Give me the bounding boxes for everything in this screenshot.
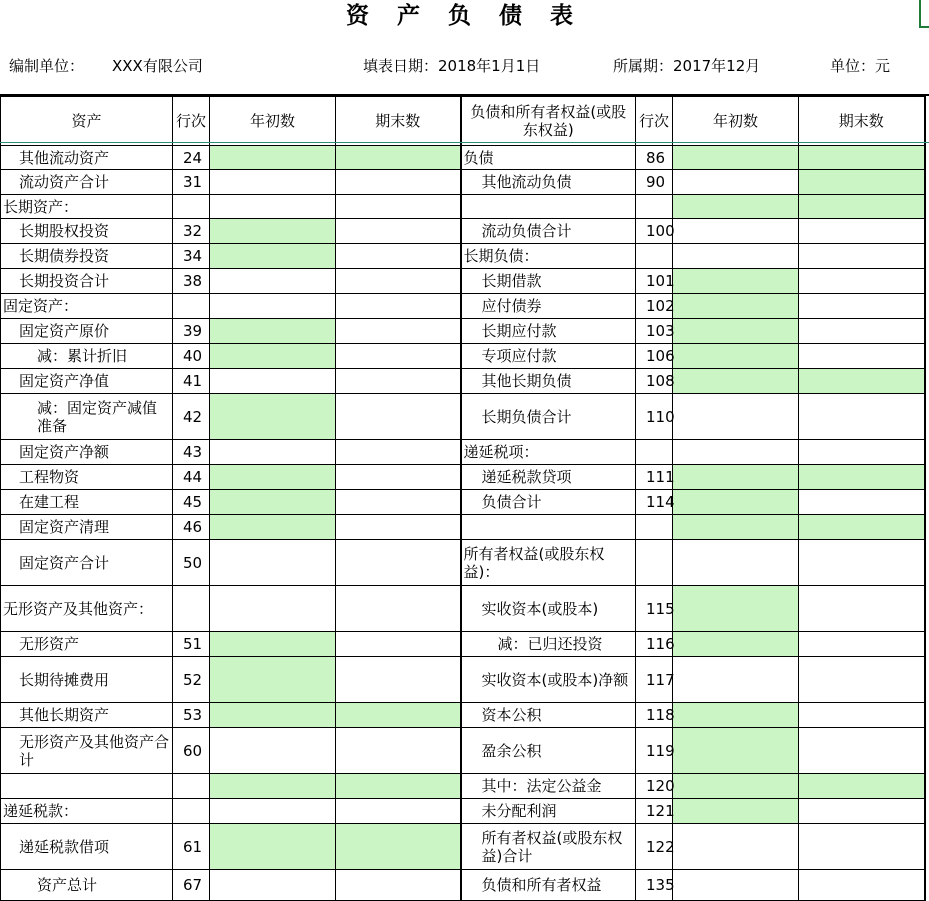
asset-row-no-cell[interactable]: 45 bbox=[173, 490, 210, 515]
asset-row-no-cell[interactable] bbox=[173, 586, 210, 632]
liability-begin-cell[interactable] bbox=[673, 657, 799, 703]
header-end: 期末数 bbox=[336, 97, 461, 146]
asset-row-no-cell[interactable]: 67 bbox=[173, 870, 210, 901]
asset-name-cell[interactable]: 固定资产净额 bbox=[1, 440, 173, 465]
asset-name-cell[interactable]: 减：固定资产减值准备 bbox=[1, 394, 173, 440]
liability-end-cell[interactable] bbox=[799, 394, 925, 440]
asset-name-cell[interactable]: 无形资产及其他资产合计 bbox=[1, 728, 173, 774]
asset-begin-cell[interactable] bbox=[210, 440, 336, 465]
sheet-title: 资 产 负 债 表 bbox=[345, 3, 584, 29]
header-assets: 资产 bbox=[1, 97, 173, 146]
asset-end-cell[interactable] bbox=[336, 774, 461, 799]
asset-name-cell[interactable]: 减：累计折旧 bbox=[1, 344, 173, 369]
asset-end-cell[interactable] bbox=[336, 728, 461, 774]
table-row bbox=[1, 244, 925, 269]
liability-end-cell[interactable] bbox=[799, 490, 925, 515]
header-liabilities: 负债和所有者权益(或股东权益) bbox=[461, 97, 636, 146]
table-row bbox=[1, 515, 925, 540]
liability-row-no-cell[interactable]: 135 bbox=[636, 870, 673, 901]
liability-end-cell[interactable] bbox=[799, 515, 925, 540]
liability-name-cell[interactable]: 负债和所有者权益 bbox=[461, 870, 636, 901]
balance-sheet-table bbox=[0, 94, 929, 894]
liability-end-cell[interactable] bbox=[799, 799, 925, 824]
liability-end-cell[interactable] bbox=[799, 465, 925, 490]
liability-name-cell[interactable]: 实收资本(或股本) bbox=[461, 586, 636, 632]
liability-row-no-cell[interactable] bbox=[636, 195, 673, 219]
asset-begin-cell[interactable] bbox=[210, 170, 336, 195]
liability-begin-cell[interactable] bbox=[673, 319, 799, 344]
table-row bbox=[1, 824, 925, 870]
liability-end-cell[interactable] bbox=[799, 170, 925, 195]
table-row bbox=[1, 490, 925, 515]
asset-name-cell[interactable]: 其他流动资产 bbox=[1, 146, 173, 170]
liability-end-cell[interactable] bbox=[799, 195, 925, 219]
liability-row-no-cell[interactable]: 106 bbox=[636, 344, 673, 369]
asset-row-no-cell[interactable]: 32 bbox=[173, 219, 210, 244]
liability-name-cell[interactable]: 其他长期负债 bbox=[461, 369, 636, 394]
unit-label: 编制单位： bbox=[9, 57, 85, 75]
liability-end-cell[interactable] bbox=[799, 632, 925, 657]
liability-name-cell[interactable]: 应付债券 bbox=[461, 294, 636, 319]
table-row bbox=[1, 465, 925, 490]
liability-begin-cell[interactable] bbox=[673, 824, 799, 870]
header-begin-2: 年初数 bbox=[673, 97, 799, 146]
liability-end-cell[interactable] bbox=[799, 344, 925, 369]
liability-end-cell[interactable] bbox=[799, 586, 925, 632]
asset-begin-cell[interactable] bbox=[210, 394, 336, 440]
liability-begin-cell[interactable] bbox=[673, 146, 799, 170]
asset-row-no-cell[interactable]: 43 bbox=[173, 440, 210, 465]
asset-name-cell[interactable]: 递延税款： bbox=[1, 799, 173, 824]
asset-begin-cell[interactable] bbox=[210, 269, 336, 294]
liability-end-cell[interactable] bbox=[799, 244, 925, 269]
liability-begin-cell[interactable] bbox=[673, 799, 799, 824]
liability-name-cell[interactable]: 所有者权益(或股东权益)合计 bbox=[461, 824, 636, 870]
asset-end-cell[interactable] bbox=[336, 465, 461, 490]
asset-row-no-cell[interactable]: 42 bbox=[173, 394, 210, 440]
asset-name-cell[interactable] bbox=[1, 774, 173, 799]
table-row bbox=[1, 294, 925, 319]
asset-name-cell[interactable]: 资产总计 bbox=[1, 870, 173, 901]
liability-name-cell[interactable]: 长期应付款 bbox=[461, 319, 636, 344]
liability-row-no-cell[interactable]: 111 bbox=[636, 465, 673, 490]
table-row bbox=[1, 319, 925, 344]
asset-name-cell[interactable]: 固定资产： bbox=[1, 294, 173, 319]
table-row bbox=[1, 540, 925, 586]
liability-row-no-cell[interactable] bbox=[636, 540, 673, 586]
asset-row-no-cell[interactable]: 50 bbox=[173, 540, 210, 586]
asset-begin-cell[interactable] bbox=[210, 657, 336, 703]
asset-name-cell[interactable]: 无形资产及其他资产： bbox=[1, 586, 173, 632]
table-row bbox=[1, 219, 925, 244]
asset-begin-cell[interactable] bbox=[210, 294, 336, 319]
asset-row-no-cell[interactable]: 53 bbox=[173, 703, 210, 728]
asset-name-cell[interactable]: 固定资产净值 bbox=[1, 369, 173, 394]
liability-row-no-cell[interactable]: 114 bbox=[636, 490, 673, 515]
asset-begin-cell[interactable] bbox=[210, 490, 336, 515]
table-header-row bbox=[1, 97, 925, 146]
liability-row-no-cell[interactable] bbox=[636, 244, 673, 269]
asset-begin-cell[interactable] bbox=[210, 632, 336, 657]
period: 所属期：2017年12月 bbox=[613, 57, 761, 75]
asset-name-cell[interactable]: 固定资产清理 bbox=[1, 515, 173, 540]
liability-row-no-cell[interactable]: 119 bbox=[636, 728, 673, 774]
liability-name-cell[interactable]: 长期负债合计 bbox=[461, 394, 636, 440]
liability-begin-cell[interactable] bbox=[673, 369, 799, 394]
liability-row-no-cell[interactable]: 116 bbox=[636, 632, 673, 657]
liability-begin-cell[interactable] bbox=[673, 465, 799, 490]
liability-name-cell[interactable]: 盈余公积 bbox=[461, 728, 636, 774]
asset-begin-cell[interactable] bbox=[210, 540, 336, 586]
asset-row-no-cell[interactable]: 31 bbox=[173, 170, 210, 195]
asset-row-no-cell[interactable]: 61 bbox=[173, 824, 210, 870]
table-row bbox=[1, 170, 925, 195]
liability-row-no-cell[interactable]: 86 bbox=[636, 146, 673, 170]
asset-name-cell[interactable]: 固定资产原价 bbox=[1, 319, 173, 344]
asset-end-cell[interactable] bbox=[336, 219, 461, 244]
asset-name-cell[interactable]: 长期投资合计 bbox=[1, 269, 173, 294]
table-row bbox=[1, 657, 925, 703]
asset-name-cell[interactable]: 其他长期资产 bbox=[1, 703, 173, 728]
asset-row-no-cell[interactable]: 51 bbox=[173, 632, 210, 657]
asset-row-no-cell[interactable]: 60 bbox=[173, 728, 210, 774]
liability-begin-cell[interactable] bbox=[673, 586, 799, 632]
liability-name-cell[interactable]: 其中：法定公益金 bbox=[461, 774, 636, 799]
asset-row-no-cell[interactable]: 38 bbox=[173, 269, 210, 294]
asset-row-no-cell[interactable] bbox=[173, 195, 210, 219]
asset-end-cell[interactable] bbox=[336, 244, 461, 269]
liability-row-no-cell[interactable]: 110 bbox=[636, 394, 673, 440]
asset-end-cell[interactable] bbox=[336, 195, 461, 219]
liability-begin-cell[interactable] bbox=[673, 703, 799, 728]
liability-begin-cell[interactable] bbox=[673, 870, 799, 901]
liability-end-cell[interactable] bbox=[799, 319, 925, 344]
asset-row-no-cell[interactable]: 40 bbox=[173, 344, 210, 369]
liability-end-cell[interactable] bbox=[799, 870, 925, 901]
asset-end-cell[interactable] bbox=[336, 632, 461, 657]
liability-name-cell[interactable]: 所有者权益(或股东权益)： bbox=[461, 540, 636, 586]
asset-end-cell[interactable] bbox=[336, 490, 461, 515]
liability-name-cell[interactable]: 流动负债合计 bbox=[461, 219, 636, 244]
asset-end-cell[interactable] bbox=[336, 824, 461, 870]
asset-row-no-cell[interactable]: 24 bbox=[173, 146, 210, 170]
liability-end-cell[interactable] bbox=[799, 657, 925, 703]
table-row bbox=[1, 703, 925, 728]
liability-end-cell[interactable] bbox=[799, 440, 925, 465]
table-row bbox=[1, 774, 925, 799]
asset-name-cell[interactable]: 无形资产 bbox=[1, 632, 173, 657]
asset-begin-cell[interactable] bbox=[210, 703, 336, 728]
liability-name-cell[interactable]: 长期负债： bbox=[461, 244, 636, 269]
table-row bbox=[1, 870, 925, 901]
liability-begin-cell[interactable] bbox=[673, 632, 799, 657]
liability-end-cell[interactable] bbox=[799, 703, 925, 728]
asset-row-no-cell[interactable]: 41 bbox=[173, 369, 210, 394]
unit-value: XXX有限公司 bbox=[112, 57, 203, 75]
table-row bbox=[1, 394, 925, 440]
asset-name-cell[interactable]: 递延税款借项 bbox=[1, 824, 173, 870]
liability-begin-cell[interactable] bbox=[673, 195, 799, 219]
liability-row-no-cell[interactable]: 90 bbox=[636, 170, 673, 195]
asset-end-cell[interactable] bbox=[336, 586, 461, 632]
liability-begin-cell[interactable] bbox=[673, 394, 799, 440]
liability-end-cell[interactable] bbox=[799, 728, 925, 774]
table-row bbox=[1, 344, 925, 369]
asset-name-cell[interactable]: 固定资产合计 bbox=[1, 540, 173, 586]
liability-begin-cell[interactable] bbox=[673, 269, 799, 294]
liability-name-cell[interactable]: 减：已归还投资 bbox=[461, 632, 636, 657]
asset-begin-cell[interactable] bbox=[210, 586, 336, 632]
asset-name-cell[interactable]: 在建工程 bbox=[1, 490, 173, 515]
liability-begin-cell[interactable] bbox=[673, 219, 799, 244]
asset-end-cell[interactable] bbox=[336, 170, 461, 195]
asset-begin-cell[interactable] bbox=[210, 319, 336, 344]
liability-name-cell[interactable]: 负债合计 bbox=[461, 490, 636, 515]
liability-row-no-cell[interactable]: 121 bbox=[636, 799, 673, 824]
header-row-no-2: 行次 bbox=[636, 97, 673, 146]
asset-row-no-cell[interactable]: 44 bbox=[173, 465, 210, 490]
liability-row-no-cell[interactable] bbox=[636, 440, 673, 465]
header-end-2: 期末数 bbox=[799, 97, 925, 146]
liability-name-cell[interactable]: 未分配利润 bbox=[461, 799, 636, 824]
asset-end-cell[interactable] bbox=[336, 799, 461, 824]
asset-end-cell[interactable] bbox=[336, 657, 461, 703]
liability-end-cell[interactable] bbox=[799, 219, 925, 244]
liability-end-cell[interactable] bbox=[799, 146, 925, 170]
asset-begin-cell[interactable] bbox=[210, 146, 336, 170]
asset-name-cell[interactable]: 工程物资 bbox=[1, 465, 173, 490]
table-row bbox=[1, 195, 925, 219]
table-row bbox=[1, 586, 925, 632]
asset-begin-cell[interactable] bbox=[210, 195, 336, 219]
sheet-corner-marker bbox=[919, 0, 929, 28]
liability-begin-cell[interactable] bbox=[673, 774, 799, 799]
asset-begin-cell[interactable] bbox=[210, 870, 336, 901]
asset-begin-cell[interactable] bbox=[210, 515, 336, 540]
table-row bbox=[1, 146, 925, 170]
asset-name-cell[interactable]: 长期股权投资 bbox=[1, 219, 173, 244]
asset-row-no-cell[interactable] bbox=[173, 774, 210, 799]
liability-name-cell[interactable]: 专项应付款 bbox=[461, 344, 636, 369]
liability-begin-cell[interactable] bbox=[673, 515, 799, 540]
fill-date: 填表日期：2018年1月1日 bbox=[363, 57, 541, 75]
asset-end-cell[interactable] bbox=[336, 294, 461, 319]
liability-name-cell[interactable]: 其他流动负债 bbox=[461, 170, 636, 195]
asset-begin-cell[interactable] bbox=[210, 799, 336, 824]
liability-row-no-cell[interactable] bbox=[636, 515, 673, 540]
liability-begin-cell[interactable] bbox=[673, 728, 799, 774]
asset-end-cell[interactable] bbox=[336, 146, 461, 170]
liability-name-cell[interactable]: 实收资本(或股本)净额 bbox=[461, 657, 636, 703]
liability-row-no-cell[interactable]: 117 bbox=[636, 657, 673, 703]
freeze-line bbox=[0, 142, 929, 143]
asset-begin-cell[interactable] bbox=[210, 465, 336, 490]
liability-row-no-cell[interactable]: 102 bbox=[636, 294, 673, 319]
table-row bbox=[1, 728, 925, 774]
liability-name-cell[interactable] bbox=[461, 195, 636, 219]
asset-name-cell[interactable]: 长期资产： bbox=[1, 195, 173, 219]
liability-end-cell[interactable] bbox=[799, 294, 925, 319]
asset-name-cell[interactable]: 长期债券投资 bbox=[1, 244, 173, 269]
asset-name-cell[interactable]: 流动资产合计 bbox=[1, 170, 173, 195]
liability-begin-cell[interactable] bbox=[673, 294, 799, 319]
liability-begin-cell[interactable] bbox=[673, 540, 799, 586]
asset-row-no-cell[interactable]: 52 bbox=[173, 657, 210, 703]
asset-end-cell[interactable] bbox=[336, 369, 461, 394]
asset-row-no-cell[interactable]: 46 bbox=[173, 515, 210, 540]
liability-begin-cell[interactable] bbox=[673, 440, 799, 465]
asset-row-no-cell[interactable] bbox=[173, 799, 210, 824]
asset-row-no-cell[interactable]: 34 bbox=[173, 244, 210, 269]
liability-row-no-cell[interactable]: 122 bbox=[636, 824, 673, 870]
liability-row-no-cell[interactable]: 101 bbox=[636, 269, 673, 294]
liability-name-cell[interactable] bbox=[461, 515, 636, 540]
liability-begin-cell[interactable] bbox=[673, 170, 799, 195]
asset-begin-cell[interactable] bbox=[210, 244, 336, 269]
asset-begin-cell[interactable] bbox=[210, 219, 336, 244]
asset-end-cell[interactable] bbox=[336, 440, 461, 465]
header-row-no: 行次 bbox=[173, 97, 210, 146]
liability-row-no-cell[interactable]: 118 bbox=[636, 703, 673, 728]
liability-end-cell[interactable] bbox=[799, 369, 925, 394]
asset-row-no-cell[interactable]: 39 bbox=[173, 319, 210, 344]
asset-end-cell[interactable] bbox=[336, 870, 461, 901]
asset-end-cell[interactable] bbox=[336, 344, 461, 369]
asset-row-no-cell[interactable] bbox=[173, 294, 210, 319]
table-row bbox=[1, 369, 925, 394]
liability-name-cell[interactable]: 递延税款贷项 bbox=[461, 465, 636, 490]
liability-name-cell[interactable]: 资本公积 bbox=[461, 703, 636, 728]
liability-begin-cell[interactable] bbox=[673, 490, 799, 515]
table-row bbox=[1, 269, 925, 294]
liability-row-no-cell[interactable]: 103 bbox=[636, 319, 673, 344]
asset-end-cell[interactable] bbox=[336, 394, 461, 440]
liability-begin-cell[interactable] bbox=[673, 244, 799, 269]
liability-end-cell[interactable] bbox=[799, 540, 925, 586]
table-row bbox=[1, 632, 925, 657]
asset-end-cell[interactable] bbox=[336, 319, 461, 344]
liability-end-cell[interactable] bbox=[799, 824, 925, 870]
asset-begin-cell[interactable] bbox=[210, 344, 336, 369]
currency-unit: 单位：元 bbox=[830, 57, 891, 75]
liability-name-cell[interactable]: 递延税项： bbox=[461, 440, 636, 465]
header-begin: 年初数 bbox=[210, 97, 336, 146]
liability-row-no-cell[interactable]: 108 bbox=[636, 369, 673, 394]
liability-end-cell[interactable] bbox=[799, 269, 925, 294]
asset-end-cell[interactable] bbox=[336, 515, 461, 540]
liability-row-no-cell[interactable]: 115 bbox=[636, 586, 673, 632]
asset-begin-cell[interactable] bbox=[210, 369, 336, 394]
table-row bbox=[1, 799, 925, 824]
asset-begin-cell[interactable] bbox=[210, 728, 336, 774]
asset-name-cell[interactable]: 长期待摊费用 bbox=[1, 657, 173, 703]
liability-name-cell[interactable]: 负债 bbox=[461, 146, 636, 170]
asset-begin-cell[interactable] bbox=[210, 824, 336, 870]
asset-end-cell[interactable] bbox=[336, 703, 461, 728]
asset-begin-cell[interactable] bbox=[210, 774, 336, 799]
table-row bbox=[1, 440, 925, 465]
liability-row-no-cell[interactable]: 120 bbox=[636, 774, 673, 799]
liability-row-no-cell[interactable]: 100 bbox=[636, 219, 673, 244]
liability-name-cell[interactable]: 长期借款 bbox=[461, 269, 636, 294]
liability-begin-cell[interactable] bbox=[673, 344, 799, 369]
asset-end-cell[interactable] bbox=[336, 269, 461, 294]
liability-end-cell[interactable] bbox=[799, 774, 925, 799]
asset-end-cell[interactable] bbox=[336, 540, 461, 586]
